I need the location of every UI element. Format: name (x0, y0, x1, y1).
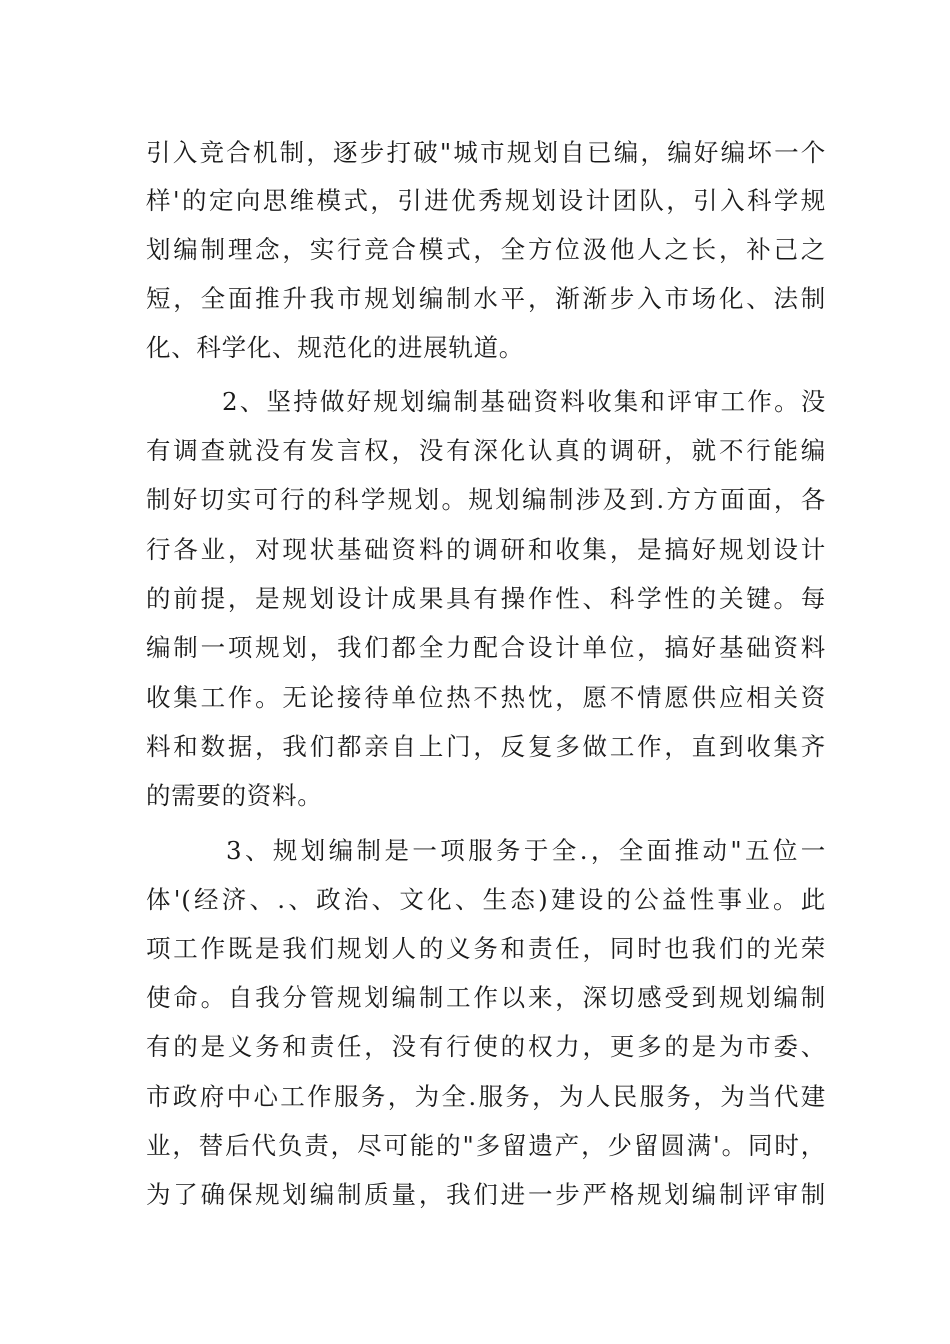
text-line: 使命。自我分管规划编制工作以来，深切感受到规划编制 (146, 983, 826, 1012)
text-line: 2、坚持做好规划编制基础资料收集和评审工作。没 (222, 387, 826, 416)
text-line: 的前提，是规划设计成果具有操作性、科学性的关键。每 (146, 584, 826, 613)
text-line: 化、科学化、规范化的进展轨道。 (146, 333, 524, 362)
text-line: 3、规划编制是一项服务于全.，全面推动"五位一 (226, 836, 826, 865)
text-line: 业，替后代负责，尽可能的"多留遗产，少留圆满'。同时， (146, 1131, 826, 1160)
text-line: 的需要的资料。 (146, 781, 323, 810)
text-line: 样'的定向思维模式，引进优秀规划设计团队，引入科学规 (146, 186, 826, 215)
text-line: 短，全面推升我市规划编制水平，渐渐步入市场化、法制 (146, 284, 826, 313)
text-line: 划编制理念，实行竞合模式，全方位汲他人之长，补己之 (146, 235, 826, 264)
text-line: 收集工作。无论接待单位热不热忱，愿不情愿供应相关资 (146, 683, 826, 712)
text-line: 行各业，对现状基础资料的调研和收集，是搞好规划设计 (146, 535, 826, 564)
text-line: 引入竞合机制，逐步打破"城市规划自已编，编好编坏一个 (146, 138, 826, 167)
text-line: 有调查就没有发言权，没有深化认真的调研，就不行能编 (146, 436, 826, 465)
text-line: 料和数据，我们都亲自上门，反复多做工作，直到收集齐 (146, 732, 826, 761)
text-line: 编制一项规划，我们都全力配合设计单位，搞好基础资料 (146, 633, 826, 662)
text-line: 体'(经济、.、政治、文化、生态)建设的公益性事业。此 (146, 885, 826, 914)
text-line: 制好切实可行的科学规划。规划编制涉及到.方方面面，各 (146, 485, 826, 514)
text-line: 有的是义务和责任，没有行使的权力，更多的是为市委、 (146, 1032, 826, 1061)
text-line: 项工作既是我们规划人的义务和责任，同时也我们的光荣 (146, 934, 826, 963)
text-line: 市政府中心工作服务，为全.服务，为人民服务，为当代建 (146, 1082, 826, 1111)
text-line: 为了确保规划编制质量，我们进一步严格规划编制评审制 (146, 1180, 826, 1209)
